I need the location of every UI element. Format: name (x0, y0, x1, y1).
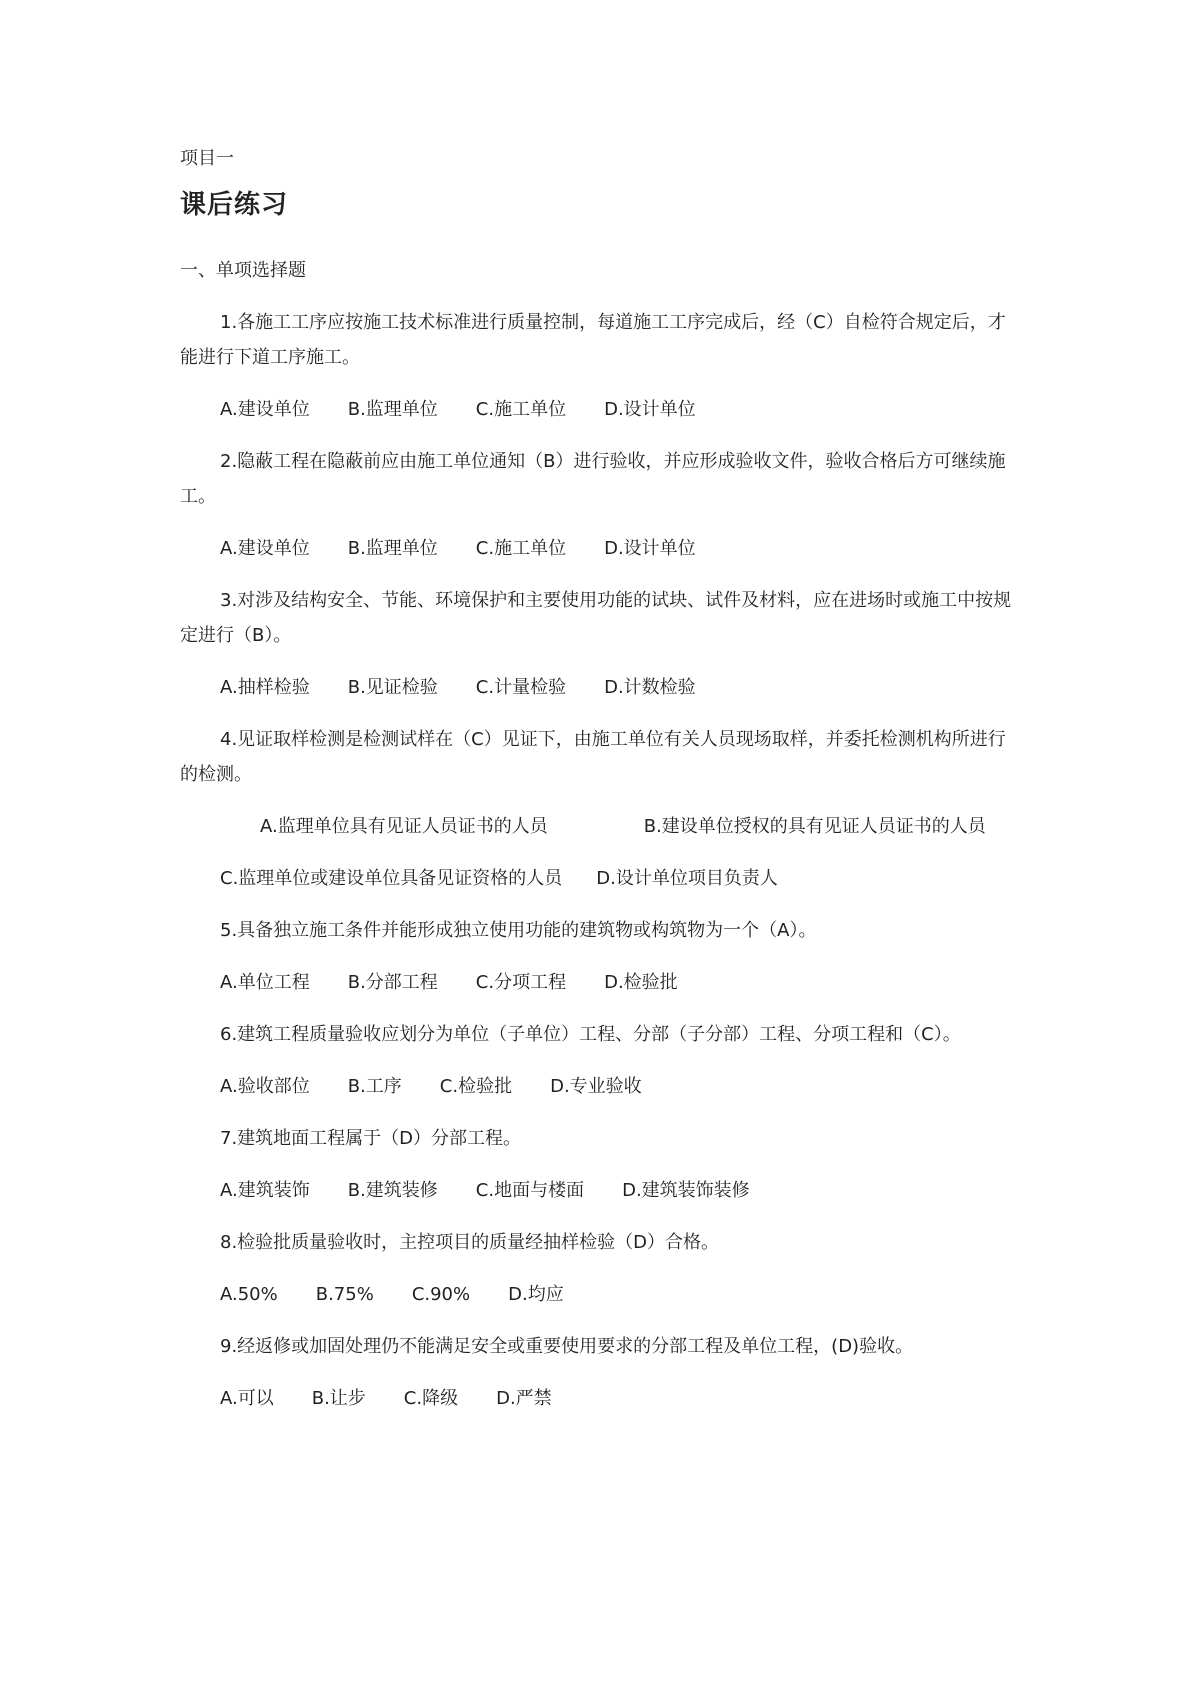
question-4-stem: 4.见证取样检测是检测试样在（C）见证下，由施工单位有关人员现场取样，并委托检测机构所进行的检测。 (180, 729, 1006, 785)
option-a: A.可以 (220, 1388, 274, 1409)
option-d: D.专业验收 (550, 1076, 642, 1097)
project-label: 项目一 (180, 148, 234, 169)
question-7-options (180, 1173, 1020, 1208)
question-1-options (180, 392, 1020, 427)
option-d: D.设计单位 (604, 538, 696, 559)
option-d: D.严禁 (496, 1388, 552, 1409)
question-9-stem: 9.经返修或加固处理仍不能满足安全或重要使用要求的分部工程及单位工程，(D)验收。 (220, 1336, 914, 1357)
question-8-stem: 8.检验批质量验收时，主控项目的质量经抽样检验（D）合格。 (220, 1232, 720, 1253)
document-content (180, 145, 1020, 1433)
option-b: B.监理单位 (347, 399, 438, 420)
option-a: A.监理单位具有见证人员证书的人员 (260, 816, 548, 837)
question-2-options (180, 531, 1020, 566)
option-a: A.建设单位 (220, 399, 310, 420)
option-b: B.工序 (347, 1076, 402, 1097)
option-a: A.建设单位 (220, 538, 310, 559)
option-a: A.抽样检验 (220, 677, 310, 698)
question-1-stem: 1.各施工工序应按施工技术标准进行质量控制，每道施工工序完成后，经（C）自检符合规定后，才能进行下道工序施工。 (180, 312, 1006, 368)
option-c: C.检验批 (439, 1076, 513, 1097)
option-b: B.建筑装修 (347, 1180, 438, 1201)
option-b: B.让步 (311, 1388, 366, 1409)
option-b: B.见证检验 (347, 677, 438, 698)
question-2-stem: 2.隐蔽工程在隐蔽前应由施工单位通知（B）进行验收，并应形成验收文件，验收合格后方可继续施工。 (180, 451, 1006, 507)
question-3-stem: 3.对涉及结构安全、节能、环境保护和主要使用功能的试块、试件及材料，应在进场时或施工中按规定进行（B）。 (180, 590, 1012, 646)
option-a: A.50% (220, 1284, 278, 1305)
option-d: D.设计单位项目负责人 (596, 868, 778, 889)
option-d: D.设计单位 (604, 399, 696, 420)
question-4-options-line-1 (180, 809, 1020, 844)
option-c: C.施工单位 (475, 538, 567, 559)
option-c: C.计量检验 (475, 677, 567, 698)
option-d: D.计数检验 (604, 677, 696, 698)
option-c: C.分项工程 (475, 972, 567, 993)
option-c: C.降级 (403, 1388, 459, 1409)
question-9-options (180, 1381, 1020, 1416)
option-b: B.分部工程 (347, 972, 438, 993)
option-d: D.建筑装饰装修 (622, 1180, 750, 1201)
option-a: A.单位工程 (220, 972, 310, 993)
question-6-stem: 6.建筑工程质量验收应划分为单位（子单位）工程、分部（子分部）工程、分项工程和（C）。 (220, 1024, 961, 1045)
section-heading: 一、单项选择题 (180, 260, 306, 281)
option-d: D.均应 (508, 1284, 564, 1305)
option-b: B.建设单位授权的具有见证人员证书的人员 (643, 816, 986, 837)
question-5-options (180, 965, 1020, 1000)
question-7-stem: 7.建筑地面工程属于（D）分部工程。 (220, 1128, 522, 1149)
option-c: C.施工单位 (475, 399, 567, 420)
option-c: C.90% (411, 1284, 471, 1305)
option-c: C.地面与楼面 (475, 1180, 585, 1201)
question-5-stem: 5.具备独立施工条件并能形成独立使用功能的建筑物或构筑物为一个（A）。 (220, 920, 817, 941)
question-8-options (180, 1277, 1020, 1312)
option-c: C.监理单位或建设单位具备见证资格的人员 (220, 868, 563, 889)
page-title: 课后练习 (180, 190, 289, 220)
question-3-options (180, 670, 1020, 705)
option-b: B.75% (315, 1284, 374, 1305)
option-a: A.验收部位 (220, 1076, 310, 1097)
option-a: A.建筑装饰 (220, 1180, 310, 1201)
option-b: B.监理单位 (347, 538, 438, 559)
question-6-options (180, 1069, 1020, 1104)
question-4-options-line-2 (180, 861, 1020, 896)
option-d: D.检验批 (604, 972, 678, 993)
